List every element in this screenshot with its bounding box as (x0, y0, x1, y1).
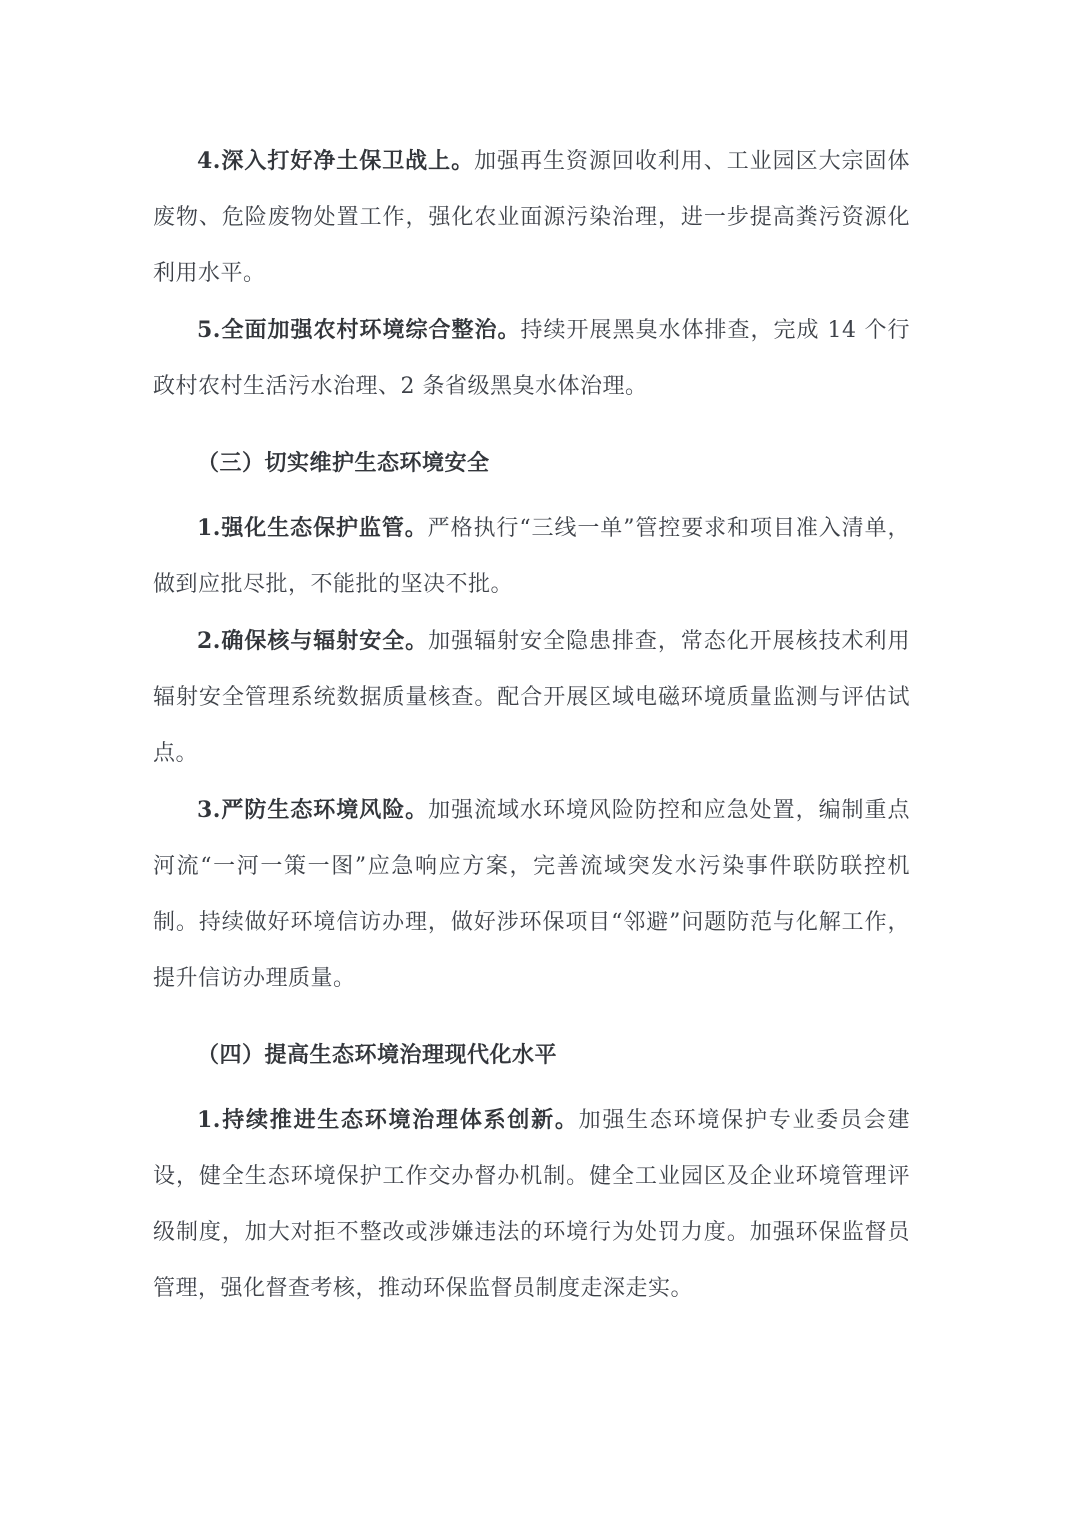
paragraph-lead: 1.持续推进生态环境治理体系创新。 (197, 1107, 579, 1133)
paragraph-lead: 5.全面加强农村环境综合整治。 (197, 317, 521, 343)
paragraph-text: 严格执行“三线一单”管控要求和项目准入清单，做到应批尽批，不能批的坚决不批。 (153, 516, 910, 597)
paragraph-text: 加强生态环境保护专业委员会建设，健全生态环境保护工作交办督办机制。健全工业园区及企业环境管理评级制度，加大对拒不整改或涉嫌违法的环境行为处罚力度。加强环保监督员管理，强化督查考核，推动环保监督员制度走深走实。 (153, 1108, 910, 1301)
paragraph-text: 加强再生资源回收利用、工业园区大宗固体废物、危险废物处置工作，强化农业面源污染治理，进一步提高粪污资源化利用水平。 (153, 149, 910, 286)
paragraph-text: 加强流域水环境风险防控和应急处置，编制重点河流“一河一策一图”应急响应方案，完善流域突发水污染事件联防联控机制。持续做好环境信访办理，做好涉环保项目“邻避”问题防范与化解工作，提升信访办理质量。 (153, 798, 910, 991)
paragraph (153, 782, 910, 1007)
paragraph-lead: 3.严防生态环境风险。 (197, 797, 429, 823)
paragraph (153, 1092, 910, 1317)
paragraph (153, 302, 910, 415)
paragraph-text: 持续开展黑臭水体排查，完成 14 个行政村农村生活污水治理、2 条省级黑臭水体治理。 (153, 318, 911, 399)
paragraph (153, 133, 910, 302)
section-heading: （四）提高生态环境治理现代化水平 (197, 1042, 558, 1068)
paragraph (153, 613, 910, 782)
paragraph-lead: 4.深入打好净土保卫战上。 (197, 148, 475, 174)
paragraph (153, 500, 910, 613)
section-heading: （三）切实维护生态环境安全 (197, 450, 490, 476)
paragraph-text: 加强辐射安全隐患排查，常态化开展核技术利用辐射安全管理系统数据质量核查。配合开展区域电磁环境质量监测与评估试点。 (153, 629, 910, 766)
paragraph-lead: 1.强化生态保护监管。 (197, 515, 428, 541)
paragraph-lead: 2.确保核与辐射安全。 (197, 628, 429, 654)
